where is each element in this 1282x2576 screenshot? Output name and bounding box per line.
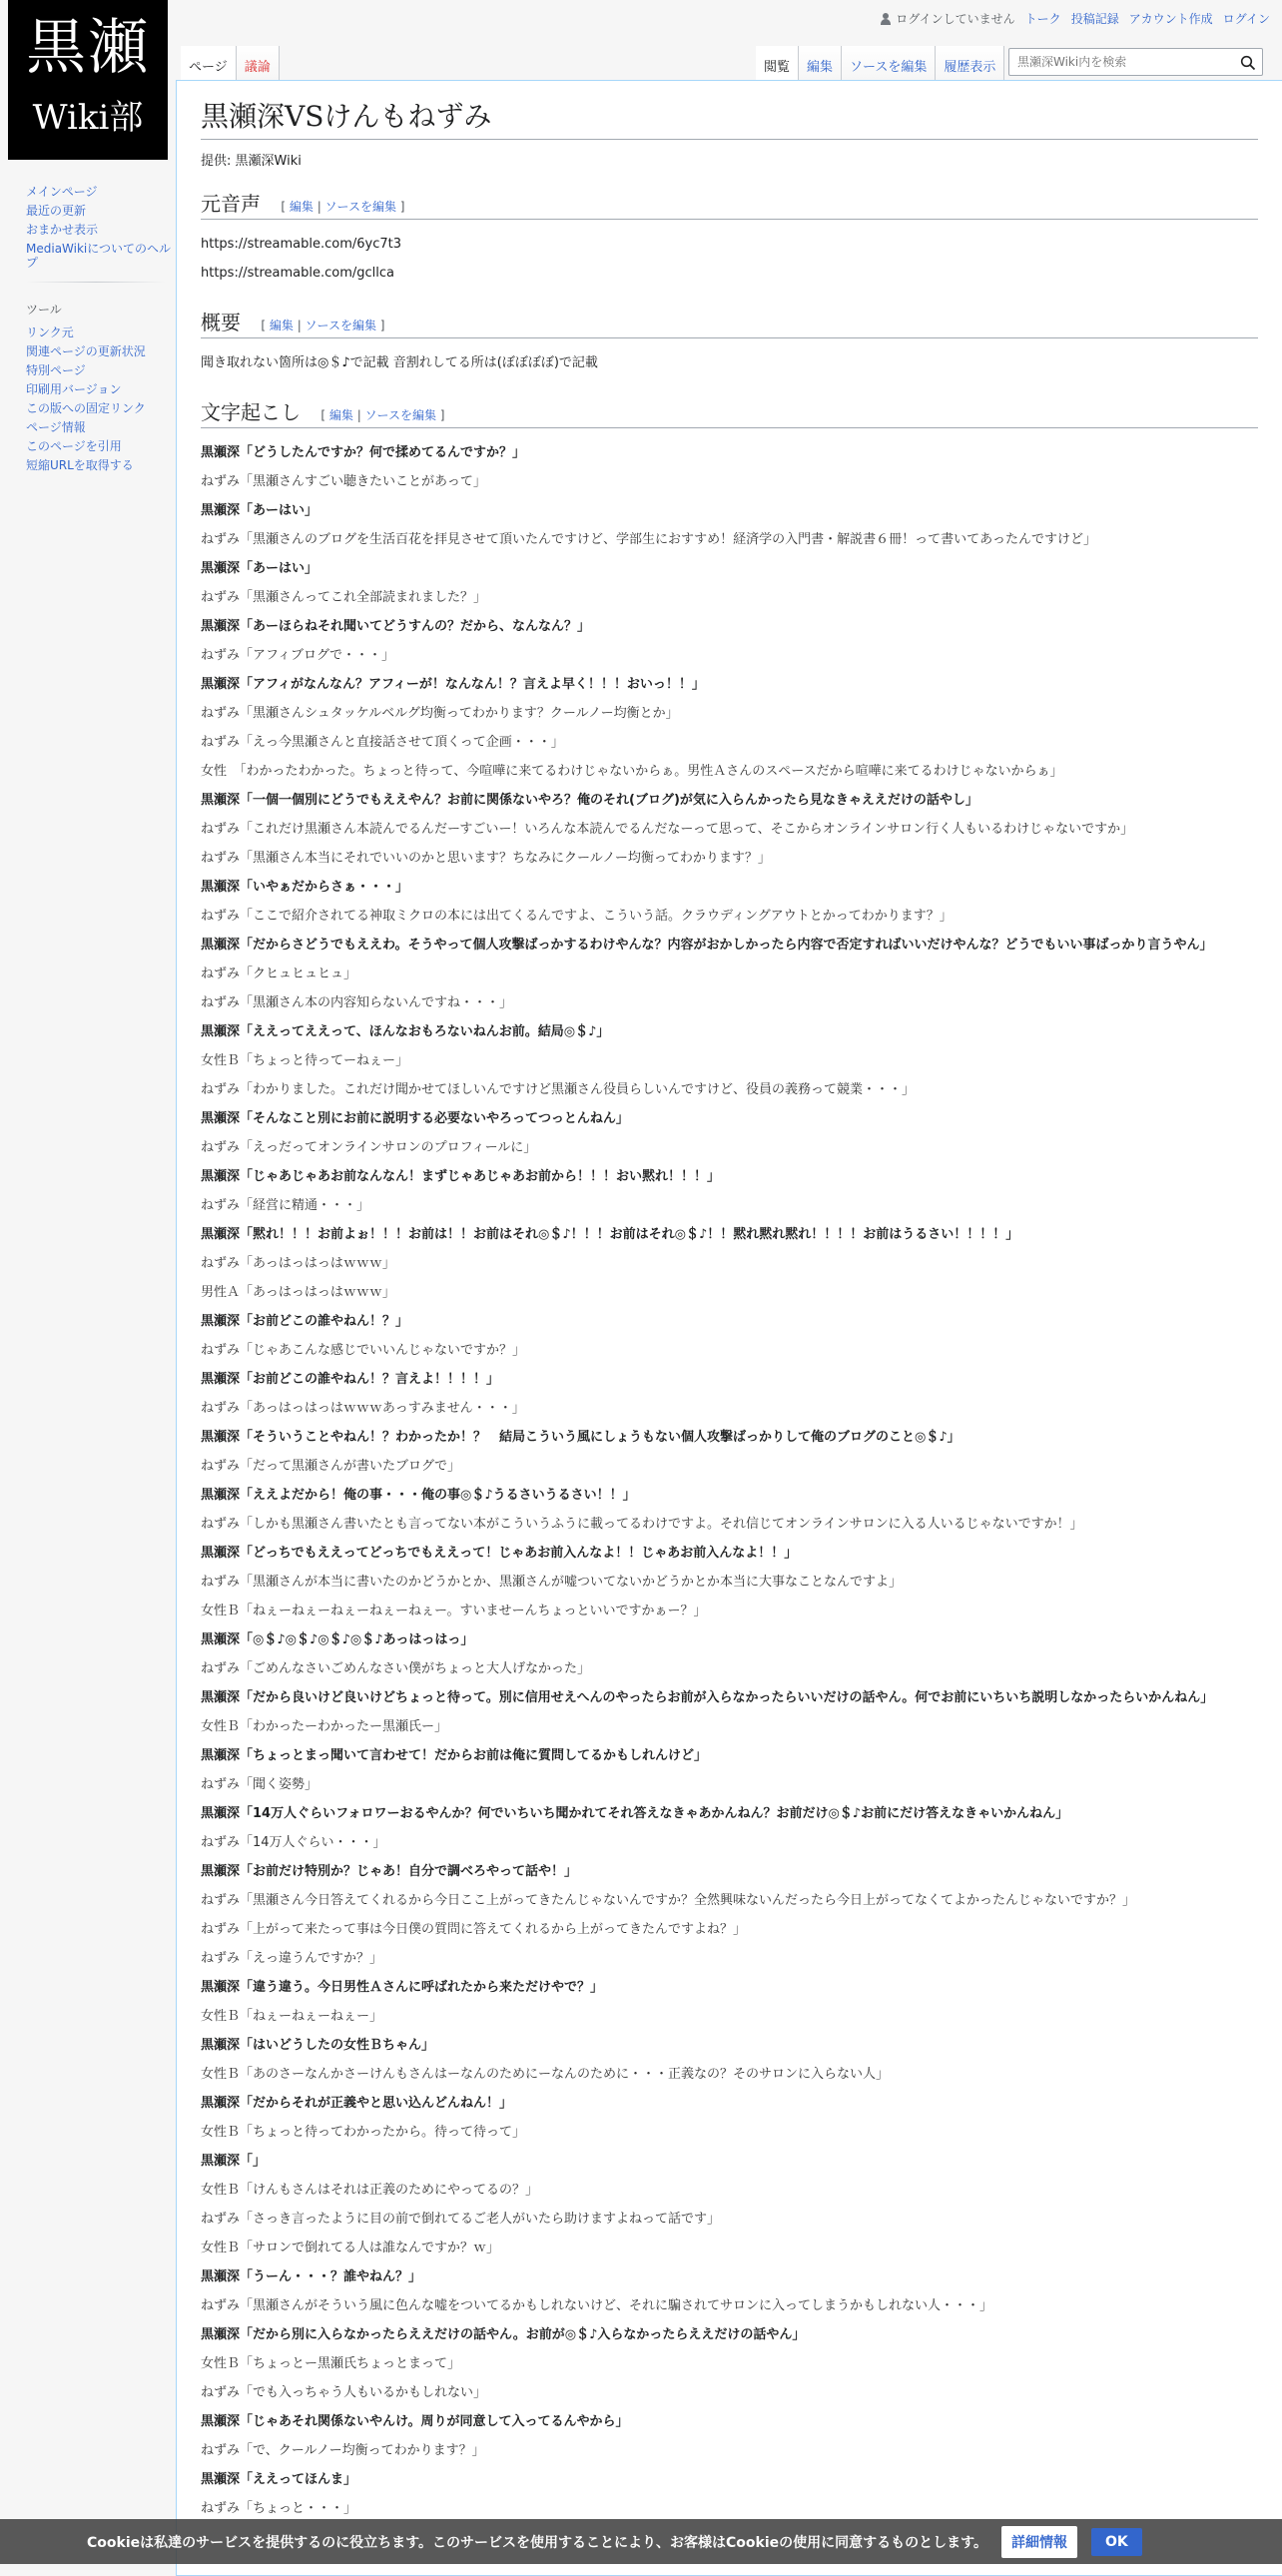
transcript-line: 黒瀬深「14万人ぐらいフォロワーおるやんか？何でいちいち聞かれてそれ答えなきゃあかんねん？お前だけ◎＄♪お前にだけ答えなきゃいかんねん」 (201, 1806, 1069, 1822)
transcript-line: ねずみ「聞く姿勢」 (201, 1777, 319, 1793)
transcript-line: ねずみ「これだけ黒瀬さん本読んでるんだーすごいー！いろんな本読んでるんだなーって思って、そこからオンラインサロン行く人もいるわけじゃないですか」 (201, 822, 1134, 838)
sidebar-item (26, 458, 176, 472)
transcript-line: 女性Ｂ「けんもさんはそれは正義のためにやってるの？」 (201, 2183, 539, 2199)
sidebar-tools (26, 325, 176, 472)
not-logged-in-text: ログインしていません (896, 12, 1015, 26)
section-heading-transcript (201, 399, 1258, 428)
edit-source-link[interactable]: ソースを編集 (305, 319, 376, 333)
transcript-line: 黒瀬深「あーほらねそれ聞いてどうすんの？だから、なんなん？」 (201, 619, 591, 635)
site-sub: 提供: 黒瀬深Wiki (201, 154, 302, 170)
transcript-line: 黒瀬深「」 (201, 2154, 267, 2170)
transcript-line: 黒瀬深「そういうことやねん！？わかったか！？ 結局こういう風にしょうもない個人攻撃ばっかりして俺のブログのこと◎＄♪」 (201, 1430, 961, 1446)
main-content (176, 80, 1282, 2576)
tools-heading: ツール (26, 303, 62, 317)
login-link[interactable]: ログイン (1222, 12, 1270, 26)
transcript-line: ねずみ「えっだってオンラインサロンのプロフィールに」 (201, 1140, 537, 1156)
tab-history[interactable]: 履歴表示 (936, 46, 1004, 80)
sidebar-item (26, 344, 176, 358)
section-title: 元音声 (201, 192, 261, 217)
tab-page[interactable]: ページ (181, 46, 237, 80)
transcript-line: ねずみ「ちょっと・・・」 (201, 2501, 357, 2517)
sidebar-tool-link[interactable]: 関連ページの更新状況 (26, 344, 146, 358)
transcript-line: 黒瀬深「あーはい」 (201, 561, 319, 577)
summary-text: 聞き取れない箇所は◎＄♪で記載 音割れしてる所は(ぼぼぼぼ)で記載 (201, 355, 598, 371)
site-logo[interactable] (8, 0, 168, 160)
cookie-text: Cookieは私達のサービスを提供するのに役立ちます。このサービスを使用することにより、お客様はCookieの使用に同意するものとします。 (87, 2534, 987, 2551)
talk-link[interactable]: トーク (1024, 12, 1061, 26)
sidebar-item (26, 204, 176, 218)
create-account-link[interactable]: アカウント作成 (1128, 12, 1213, 26)
tab-edit[interactable]: 編集 (799, 46, 842, 80)
transcript-line: 黒瀬深「違う違う。今日男性Ａさんに呼ばれたから来ただけやで？」 (201, 1980, 604, 1996)
sidebar-nav-link[interactable]: メインページ (26, 185, 98, 199)
transcript-line: ねずみ「黒瀬さんシュタッケルベルグ均衡ってわかります？クールノー均衡とか」 (201, 706, 679, 722)
edit-source-link[interactable]: ソースを編集 (364, 408, 436, 423)
transcript-line: ねずみ「わかりました。これだけ聞かせてほしいんですけど黒瀬さん役員らしいんですけど、役員の義務って競業・・・」 (201, 1082, 916, 1098)
tab-read[interactable]: 閲覧 (756, 46, 799, 80)
transcript-line: 黒瀬深「いやぁだからさぁ・・・」 (201, 880, 409, 896)
sidebar-tool-link[interactable]: 短縮URLを取得する (26, 458, 134, 472)
transcript-line: 黒瀬深「ええってほんま」 (201, 2472, 357, 2488)
transcript-line: 黒瀬深「うーん・・・？誰やねん？」 (201, 2269, 422, 2285)
transcript (201, 438, 1258, 2523)
cookie-ok-button[interactable]: OK (1091, 2528, 1142, 2556)
transcript-line: ねずみ「あっはっはっはｗｗｗあっすみません・・・」 (201, 1401, 525, 1417)
sidebar-item (26, 382, 176, 396)
sidebar-tool-link[interactable]: この版への固定リンク (26, 401, 146, 415)
transcript-line: ねずみ「黒瀬さん本当にそれでいいのかと思います？ちなみにクールノー均衡ってわかります？」 (201, 851, 771, 867)
transcript-line: ねずみ「黒瀬さんのブログを生活百花を拝見させて頂いたんですけど、学部生におすすめ！経済学の入門書・解説書６冊！って書いてあったんですけど」 (201, 532, 1097, 548)
view-tabs (756, 46, 1004, 80)
transcript-line: ねずみ「黒瀬さんが本当に書いたのかどうかとか、黒瀬さんが嘘ついてないかどうかとか本当に大事なことなんですよ」 (201, 1575, 903, 1591)
section-heading-summary (201, 310, 1258, 338)
edit-link[interactable]: 編集 (289, 200, 314, 215)
transcript-line: 黒瀬深「はいどうしたの女性Ｂちゃん」 (201, 2038, 435, 2054)
transcript-line: ねずみ「だって黒瀬さんが書いたブログで」 (201, 1459, 461, 1475)
sidebar-nav-link[interactable]: MediaWikiについてのヘルプ (26, 242, 172, 270)
sidebar-item (26, 325, 176, 339)
transcript-line: 黒瀬深「じゃあそれ関係ないやんけ。周りが同意して入ってるんやから」 (201, 2414, 629, 2430)
contributions-link[interactable]: 投稿記録 (1070, 12, 1119, 26)
transcript-line: ねずみ「黒瀬さん今日答えてくれるから今日ここ上がってきたんじゃないんですか？全然興味ないんだったら今日上がってなくてよかったんじゃないですか？」 (201, 1893, 1136, 1909)
transcript-line: ねずみ「黒瀬さんすごい聴きたいことがあって」 (201, 474, 486, 490)
namespace-tabs (181, 46, 280, 80)
section-title: 文字起こし (201, 400, 301, 425)
transcript-line: 黒瀬深「どっちでもええってどっちでもええって！じゃあお前入んなよ！！じゃあお前入んなよ！！」 (201, 1546, 798, 1562)
sidebar-item (26, 439, 176, 453)
transcript-line: 黒瀬深「そんなこと別にお前に説明する必要ないやろってつっとんねん」 (201, 1111, 629, 1127)
transcript-line: 黒瀬深「どうしたんですか？何で揉めてるんですか？」 (201, 445, 526, 461)
transcript-line: 男性Ａ「あっはっはっはｗｗｗ」 (201, 1285, 395, 1301)
transcript-line: ねずみ「黒瀬さん本の内容知らないんですね・・・」 (201, 995, 513, 1011)
transcript-line: 黒瀬深「だから別に入らなかったらええだけの話やん。お前が◎＄♪入らなかったらええだけの話やん」 (201, 2327, 806, 2343)
transcript-line: 黒瀬深「じゃあじゃあお前なんなん！まずじゃあじゃあお前から！！！おい黙れ！！！」 (201, 1169, 721, 1185)
section-title: 概要 (201, 311, 241, 335)
sidebar-divider (26, 282, 166, 283)
transcript-line: 黒瀬深「だからそれが正義やと思い込んどんねん！」 (201, 2096, 513, 2112)
transcript-line: 女性Ｂ「ちょっとー黒瀬氏ちょっとまって」 (201, 2356, 461, 2372)
transcript-line: 黒瀬深「ええよだから！俺の事・・・俺の事◎＄♪うるさいうるさい！！」 (201, 1488, 636, 1504)
cookie-more-button[interactable]: 詳細情報 (1001, 2526, 1077, 2558)
transcript-line: 黒瀬深「だからさどうでもええわ。そうやって個人攻撃ばっかするわけやんな？内容がおかしかったら内容で否定すればいいだけやんな？どうでもいい事ばっかり言うやん」 (201, 938, 1213, 954)
transcript-line: 女性Ｂ「あのさーなんかさーけんもさんはーなんのためにーなんのために・・・正義なの？そのサロンに入らない人」 (201, 2067, 890, 2083)
transcript-line: ねずみ「えっ今黒瀬さんと直接話させて頂くって企画・・・」 (201, 735, 564, 751)
section-edit-links: [ 編集 | ソースを編集 ] (261, 319, 385, 333)
transcript-line: 女性 「わかったわかった。ちょっと待って、今喧嘩に来てるわけじゃないからぁ。男性Ａさんのスペースだから喧嘩に来てるわけじゃないからぁ」 (201, 764, 1063, 780)
sidebar-nav-link[interactable]: おまかせ表示 (26, 223, 99, 237)
edit-link[interactable]: 編集 (269, 319, 294, 333)
sidebar-tool-link[interactable]: このページを引用 (26, 439, 122, 453)
transcript-line: ねずみ「クヒュヒュヒュ」 (201, 966, 357, 982)
sidebar-tool-link[interactable]: ページ情報 (26, 420, 86, 434)
edit-source-link[interactable]: ソースを編集 (324, 200, 396, 215)
transcript-line: 女性Ｂ「ちょっと待ってーねぇー」 (201, 1053, 409, 1069)
transcript-line: 黒瀬深「◎＄♪◎＄♪◎＄♪◎＄♪あっはっはっ」 (201, 1632, 474, 1648)
transcript-line: ねずみ「ここで紹介されてる神取ミクロの本には出てくるんですよ、こういう話。クラウディングアウトとかってわかります？」 (201, 909, 953, 925)
sidebar-item (26, 242, 176, 270)
search-input[interactable] (1009, 49, 1229, 75)
transcript-line: ねずみ「あっはっはっはｗｗｗ」 (201, 1256, 395, 1272)
sidebar-nav-link[interactable]: 最近の更新 (26, 204, 87, 218)
sidebar-item (26, 223, 176, 237)
transcript-line: 女性Ｂ「ねぇーねぇーねぇー」 (201, 2009, 383, 2025)
sidebar (26, 185, 176, 477)
transcript-line: 黒瀬深「お前どこの誰やねん！？言えよ！！！！」 (201, 1372, 500, 1388)
edit-link[interactable]: 編集 (328, 408, 353, 423)
transcript-line: 女性Ｂ「ねぇーねぇーねぇーねぇーねぇー。すいませーんちょっといいですかぁー？」 (201, 1604, 707, 1619)
transcript-line: ねずみ「ごめんなさいごめんなさい僕がちょっと大人げなかった」 (201, 1661, 591, 1677)
sidebar-item (26, 363, 176, 377)
sidebar-item (26, 420, 176, 434)
transcript-line: ねずみ「さっき言ったように目の前で倒れてるご老人がいたら助けますよねって話です」 (201, 2212, 721, 2228)
search-icon[interactable] (1240, 55, 1256, 71)
transcript-line: ねずみ「14万人ぐらい・・・」 (201, 1835, 386, 1851)
sidebar-tool-link[interactable]: 特別ページ (26, 363, 86, 377)
transcript-line: 黒瀬深「一個一個別にどうでもええやん？お前に関係ないやろ？俺のそれ(ブログ)が気に入らんかったら見なきゃええだけの話やし」 (201, 793, 978, 809)
transcript-line: ねずみ「経営に精通・・・」 (201, 1198, 370, 1214)
cookie-banner (0, 2519, 1282, 2564)
personal-tools (880, 10, 1270, 27)
transcript-line: 黒瀬深「お前どこの誰やねん！？」 (201, 1314, 409, 1330)
transcript-line: 黒瀬深「アフィがなんなん？アフィーが！なんなん！？言えよ早く！！！おいっ！！」 (201, 677, 705, 693)
section-edit-links: [ 編集 | ソースを編集 ] (281, 200, 405, 215)
transcript-line: ねずみ「で、クールノー均衡ってわかります？」 (201, 2443, 485, 2459)
user-icon (880, 13, 892, 25)
transcript-line: 女性Ｂ「ちょっと待ってわかったから。待って待って」 (201, 2125, 526, 2141)
transcript-line: 黒瀬深「だから良いけど良いけどちょっと待って。別に信用せえへんのやったらお前が入らなかったらいいだけの話やん。何でお前にいちいち説明しなかったらいかんねん」 (201, 1690, 1214, 1706)
transcript-line: 黒瀬深「黙れ！！！お前よぉ！！！お前は！！お前はそれ◎＄♪！！！お前はそれ◎＄♪！！黙れ黙れ黙れ！！！！お前はうるさい！！！！」 (201, 1227, 1019, 1243)
transcript-line: 黒瀬深「ちょっとまっ聞いて言わせて！だからお前は俺に質問してるかもしれんけど」 (201, 1748, 708, 1764)
transcript-line: ねずみ「しかも黒瀬さん書いたとも言ってない本がこういうふうに載ってるわけですよ。それ信じてオンラインサロンに入る人いるじゃないですか！」 (201, 1517, 1083, 1533)
transcript-line: ねずみ「アフィブログで・・・」 (201, 648, 394, 664)
transcript-line: 女性Ｂ「わかったーわかったー黒瀬氏ー」 (201, 1719, 448, 1735)
logo-line1: 黒瀬 (26, 13, 150, 83)
search-box (1008, 48, 1263, 76)
transcript-line: ねずみ「でも入っちゃう人もいるかもしれない」 (201, 2385, 487, 2401)
transcript-line: 黒瀬深「お前だけ特別か？じゃあ！自分で調べろやって話や！」 (201, 1864, 578, 1880)
section-edit-links: [ 編集 | ソースを編集 ] (320, 408, 445, 423)
audio-link[interactable]: https://streamable.com/gcllca (201, 266, 394, 282)
sidebar-tool-link[interactable]: 印刷用バージョン (26, 382, 122, 396)
tab-edit-source[interactable]: ソースを編集 (842, 46, 936, 80)
sidebar-item (26, 185, 176, 199)
transcript-line: ねずみ「上がって来たって事は今日僕の質問に答えてくれるから上がってきたんですよね？」 (201, 1922, 747, 1938)
transcript-line: 黒瀬深「あーはい」 (201, 503, 319, 519)
audio-link[interactable]: https://streamable.com/6yc7t3 (201, 237, 402, 253)
page-title: 黒瀬深VSけんもねずみ (201, 99, 1258, 140)
transcript-line: 黒瀬深「ええってええって、ほんなおもろないねんお前。結局◎＄♪」 (201, 1024, 610, 1040)
anon-status (880, 10, 1014, 27)
transcript-line: ねずみ「黒瀬さんってこれ全部読まれました？」 (201, 590, 487, 606)
transcript-line: ねずみ「じゃあこんな感じでいいんじゃないですか？」 (201, 1343, 526, 1359)
sidebar-tool-link[interactable]: リンク元 (26, 325, 74, 339)
sidebar-nav (26, 185, 176, 270)
transcript-line: ねずみ「えっ違うんですか？」 (201, 1951, 383, 1967)
transcript-line: ねずみ「黒瀬さんがそういう風に色んな嘘をついてるかもしれないけど、それに騙されてサロンに入ってしまうかもしれない人・・・」 (201, 2298, 993, 2314)
section-heading-audio (201, 191, 1258, 220)
tab-discussion[interactable]: 議論 (237, 46, 280, 80)
logo-line2: Wiki部 (32, 98, 144, 138)
transcript-line: 女性Ｂ「サロンで倒れてる人は誰なんですか？ｗ」 (201, 2241, 500, 2256)
sidebar-item (26, 401, 176, 415)
